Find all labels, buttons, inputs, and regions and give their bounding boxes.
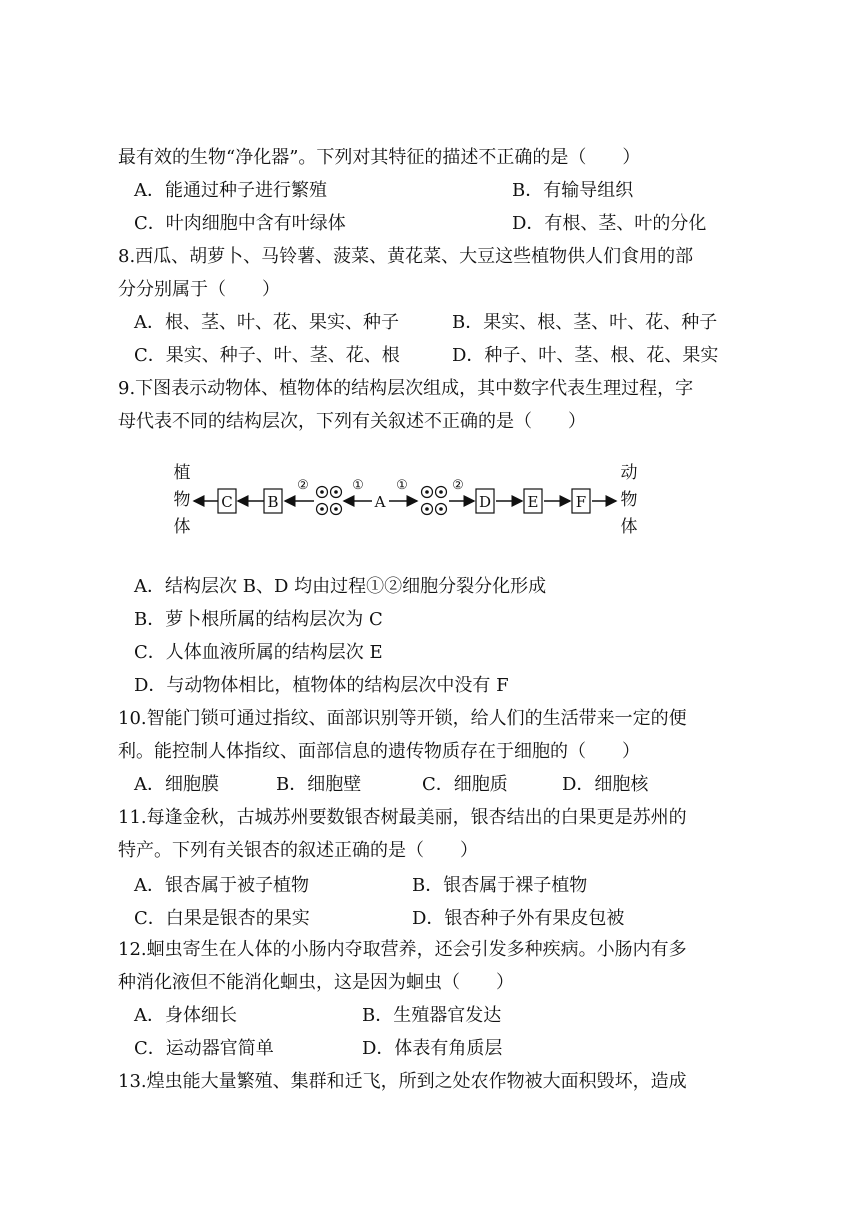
q12-stem-line1: 12.蛔虫寄生在人体的小肠内夺取营养，还会引发多种疾病。小肠内有多 (118, 939, 687, 960)
q11-stem-line2: 特产。下列有关银杏的叙述正确的是（ ） (118, 840, 478, 861)
q8-option-b: B．果实、根、茎、叶、花、种子 (452, 312, 718, 333)
q7-option-b: B．有输导组织 (512, 180, 634, 201)
step2-right: ② (452, 478, 464, 493)
q8-option-c: C．果实、种子、叶、茎、花、根 (134, 345, 400, 366)
q11-option-b: B．银杏属于裸子植物 (412, 875, 588, 896)
q12-stem-line2: 种消化液但不能消化蛔虫，这是因为蛔虫（ ） (118, 972, 514, 993)
q7-stem: 最有效的生物“净化器”。下列对其特征的描述不正确的是（ ） (118, 147, 641, 168)
step2-left: ② (297, 478, 309, 493)
box-f-label: F (575, 493, 587, 511)
q7-option-c: C．叶肉细胞中含有叶绿体 (134, 213, 346, 234)
q9-stem-line1: 9.下图表示动物体、植物体的结构层次组成，其中数字代表生理过程，字 (118, 378, 694, 399)
cell-cluster-right (422, 487, 447, 515)
q13-stem-line1: 13.煌虫能大量繁殖、集群和迁飞，所到之处农作物被大面积毁坏，造成 (118, 1071, 687, 1092)
q8-stem-line1: 8.西瓜、胡萝卜、马铃薯、菠菜、黄花菜、大豆这些植物供人们食用的部 (118, 246, 694, 267)
q7-option-a: A．能通过种子进行繁殖 (134, 180, 327, 201)
box-d-label: D (478, 493, 492, 511)
q9-option-a: A．结构层次 B、D 均由过程①②细胞分裂分化形成 (134, 576, 547, 597)
plant-body-label-1: 植 (173, 463, 191, 483)
q12-option-d: D．体表有角质层 (362, 1038, 503, 1059)
animal-body-label-2: 物 (620, 490, 638, 510)
q10-option-b: B．细胞壁 (276, 774, 362, 795)
q12-option-c: C．运动器官简单 (134, 1038, 274, 1059)
center-a: A (374, 493, 386, 511)
q8-option-a: A．根、茎、叶、花、果实、种子 (134, 312, 399, 333)
q11-option-d: D．银杏种子外有果皮包被 (412, 908, 625, 929)
box-e-label: E (527, 493, 539, 511)
q9-option-d: D．与动物体相比，植物体的结构层次中没有 F (134, 675, 509, 696)
animal-body-label-1: 动 (620, 463, 638, 483)
q10-option-c: C．细胞质 (422, 774, 508, 795)
q11-stem-line1: 11.每逢金秋，古城苏州要数银杏树最美丽，银杏结出的白果更是苏州的 (118, 807, 687, 828)
q9-option-c: C．人体血液所属的结构层次 E (134, 642, 383, 663)
plant-body-label-3: 体 (173, 517, 191, 537)
structure-levels-diagram (160, 455, 650, 545)
q10-stem-line1: 10.智能门锁可通过指纹、面部识别等开锁，给人们的生活带来一定的便 (118, 708, 687, 729)
q9-option-b: B．萝卜根所属的结构层次为 C (134, 609, 383, 630)
q8-option-d: D．种子、叶、茎、根、花、果实 (452, 345, 719, 366)
q12-option-b: B．生殖器官发达 (362, 1005, 502, 1026)
animal-body-label-3: 体 (620, 517, 638, 537)
q7-option-d: D．有根、茎、叶的分化 (512, 213, 707, 234)
step1-right: ① (396, 478, 408, 493)
q10-option-a: A．细胞膜 (134, 774, 219, 795)
cell-cluster-left (317, 487, 342, 515)
q10-option-d: D．细胞核 (562, 774, 649, 795)
plant-body-label-2: 物 (173, 490, 191, 510)
q11-option-c: C．白果是银杏的果实 (134, 908, 310, 929)
box-b-label: B (267, 493, 279, 511)
step1-left: ① (352, 478, 364, 493)
q11-option-a: A．银杏属于被子植物 (134, 875, 309, 896)
q9-stem-line2: 母代表不同的结构层次，下列有关叙述不正确的是（ ） (118, 411, 586, 432)
q12-option-a: A．身体细长 (134, 1005, 237, 1026)
q10-stem-line2: 利。能控制人体指纹、面部信息的遗传物质存在于细胞的（ ） (118, 741, 640, 762)
box-c-label: C (221, 493, 233, 511)
q8-stem-line2: 分分别属于（ ） (118, 279, 280, 300)
